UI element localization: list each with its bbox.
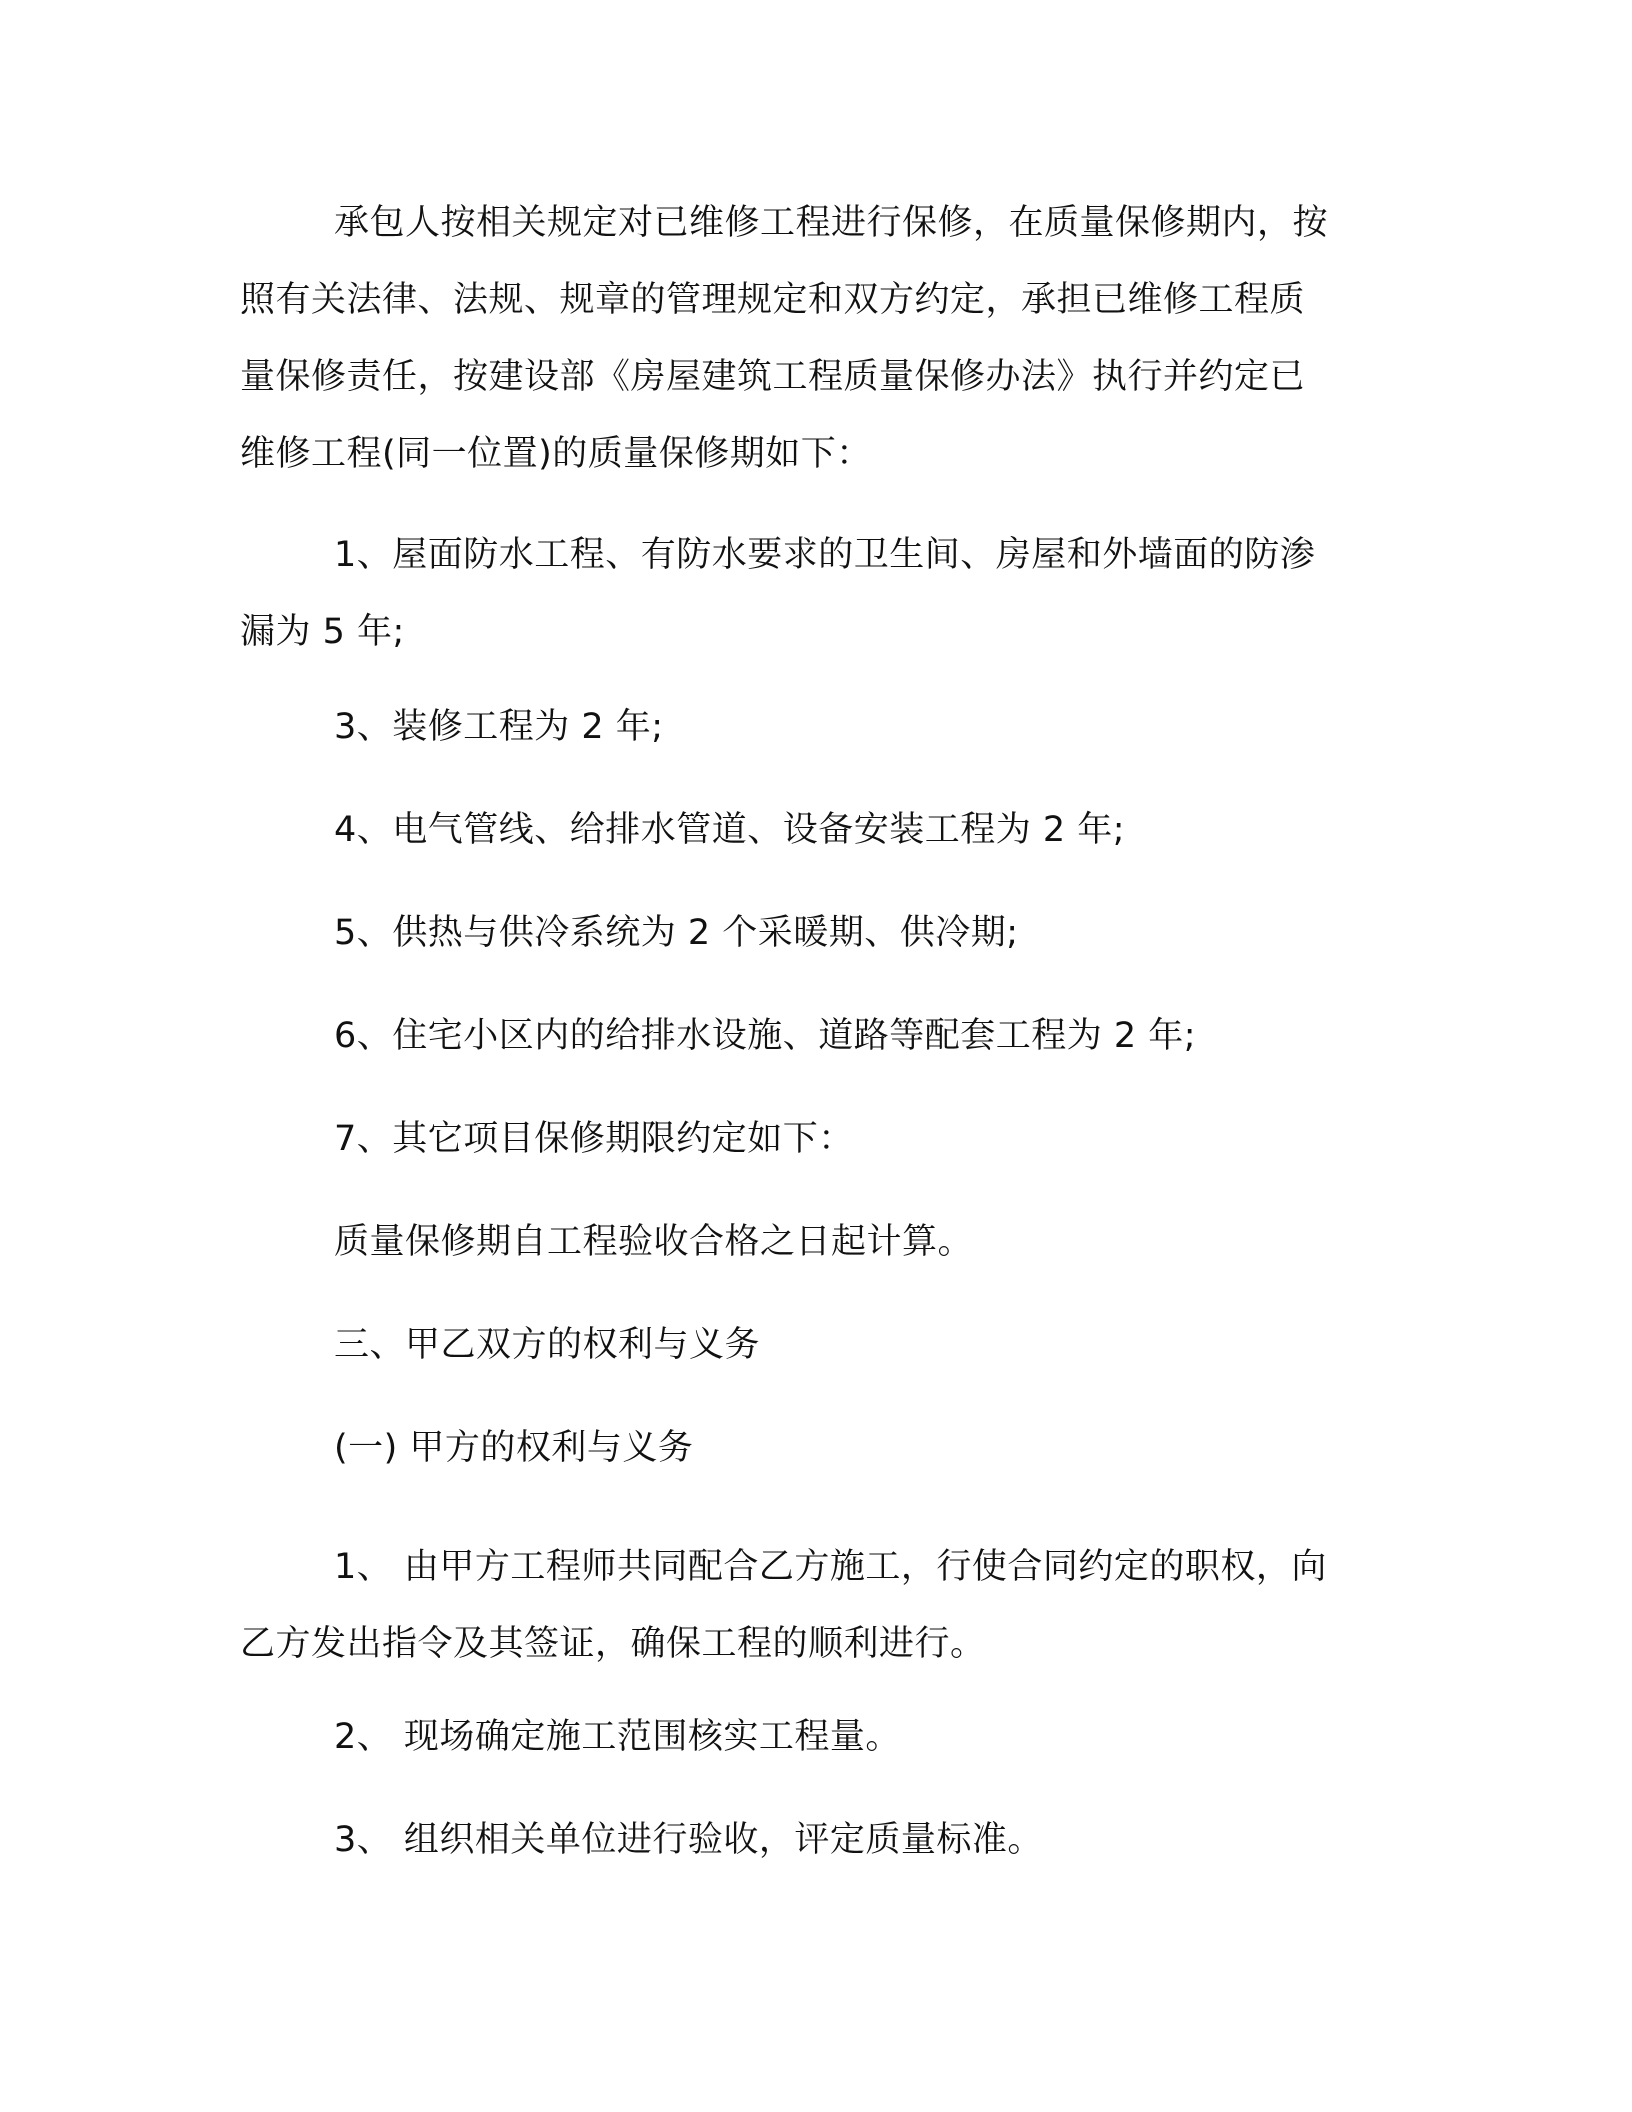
item-1-line-1: 1、屋面防水工程、有防水要求的卫生间、房屋和外墙面的防渗	[334, 535, 1316, 575]
warranty-start-text: 质量保修期自工程验收合格之日起计算。	[334, 1222, 974, 1262]
warranty-item-5: 5、供热与供冷系统为 2 个采暖期、供冷期;	[334, 913, 1019, 953]
party-a-item-1	[240, 1529, 1390, 1683]
warranty-item-1	[240, 517, 1390, 671]
party-a-item-1-line-1: 1、 由甲方工程师共同配合乙方施工，行使合同约定的职权，向	[334, 1547, 1327, 1587]
intro-line-2: 照有关法律、法规、规章的管理规定和双方约定，承担已维修工程质	[240, 280, 1306, 320]
warranty-item-4: 4、电气管线、给排水管道、设备安装工程为 2 年;	[334, 810, 1126, 850]
party-a-item-3: 3、 组织相关单位进行验收，评定质量标准。	[334, 1820, 1043, 1860]
intro-line-4: 维修工程(同一位置)的质量保修期如下：	[240, 434, 872, 474]
party-a-item-1-line-2: 乙方发出指令及其签证，确保工程的顺利进行。	[240, 1624, 986, 1664]
subsection-one-heading: (一) 甲方的权利与义务	[334, 1428, 694, 1468]
section-three-heading: 三、甲乙双方的权利与义务	[334, 1325, 761, 1365]
warranty-item-3: 3、装修工程为 2 年;	[334, 707, 664, 747]
intro-line-3: 量保修责任，按建设部《房屋建筑工程质量保修办法》执行并约定已	[240, 357, 1306, 397]
item-1-line-2: 漏为 5 年;	[240, 612, 405, 652]
party-a-item-2: 2、 现场确定施工范围核实工程量。	[334, 1717, 901, 1757]
intro-paragraph	[240, 185, 1390, 493]
intro-line-1: 承包人按相关规定对已维修工程进行保修，在质量保修期内，按	[334, 203, 1329, 243]
warranty-item-6: 6、住宅小区内的给排水设施、道路等配套工程为 2 年;	[334, 1016, 1197, 1056]
warranty-item-7: 7、其它项目保修期限约定如下：	[334, 1119, 854, 1159]
